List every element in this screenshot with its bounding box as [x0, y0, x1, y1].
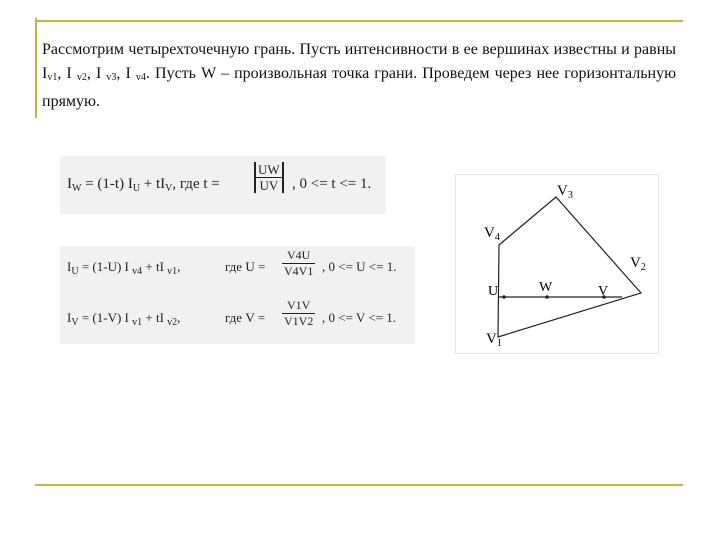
- intro-line-3: Проведем через нее горизонтальную прямую.: [42, 65, 677, 110]
- formula-iu-where: где U =: [225, 259, 266, 274]
- label-v4: $V_4$: [484, 225, 500, 243]
- formula-iu-condition: , 0 <= U <= 1.: [322, 259, 397, 274]
- fraction-v-den: V1V2: [284, 314, 314, 328]
- sub-v2: v2: [76, 72, 87, 83]
- label-v: V: [598, 284, 609, 299]
- label-v3: $V_3$: [557, 183, 573, 201]
- decor-vertical-rule: [35, 18, 37, 118]
- formula-iw: $I_W = (1-t) I_U + tI_V$, где t =: [67, 176, 220, 194]
- sep-3: , I: [116, 65, 136, 82]
- formula-iu: $I_U = (1-U)$ I $_{v4}$ + tI $_{v1}$,: [67, 259, 181, 277]
- sub-v4: v4: [135, 72, 146, 83]
- label-w: W: [539, 280, 553, 295]
- label-v2: $V_2$: [630, 255, 646, 273]
- formula-iv: $I_V = (1-V)$ I $_{v1}$ + tI $_{v2}$,: [67, 310, 181, 328]
- intro-line-2-start: известны и равны I: [42, 41, 676, 82]
- fraction-v: [282, 298, 315, 329]
- sep-1: , I: [57, 65, 77, 82]
- point-u: [502, 295, 506, 299]
- point-w: [545, 295, 549, 299]
- label-u: U: [488, 284, 499, 299]
- fraction-t: [256, 162, 282, 193]
- formula-iv-where: где V =: [225, 310, 266, 325]
- quad-diagram-svg: [456, 175, 658, 353]
- quad-face-outline: [498, 197, 641, 337]
- formula-box-iw: [60, 156, 386, 214]
- decor-bottom-rule: [35, 484, 683, 486]
- fraction-u-den: V4V1: [284, 264, 314, 278]
- formula-box-iu-iv: [60, 246, 415, 344]
- fraction-t-den: UV: [259, 178, 279, 193]
- fraction-t-num: UW: [258, 162, 280, 177]
- formula-iw-condition: , 0 <= t <= 1.: [292, 176, 372, 192]
- label-v1: $V_1$: [486, 331, 502, 349]
- fraction-v-num: V1V: [282, 298, 315, 314]
- intro-paragraph: [42, 38, 676, 114]
- fraction-u: [282, 248, 315, 279]
- formula-iv-condition: , 0 <= V <= 1.: [322, 310, 396, 325]
- quad-diagram: [455, 174, 659, 354]
- decor-top-rule: [35, 20, 683, 22]
- intro-line-1: Рассмотрим четырехточечную грань. Пусть интенсивности в ее вершинах: [42, 41, 550, 58]
- sep-2: , I: [86, 65, 107, 82]
- sub-v3: v3: [106, 72, 117, 83]
- fraction-u-num: V4U: [282, 248, 315, 264]
- intro-line-2-end: . Пусть W – произвольная точка грани.: [145, 65, 418, 82]
- sub-v1: v1: [47, 72, 58, 83]
